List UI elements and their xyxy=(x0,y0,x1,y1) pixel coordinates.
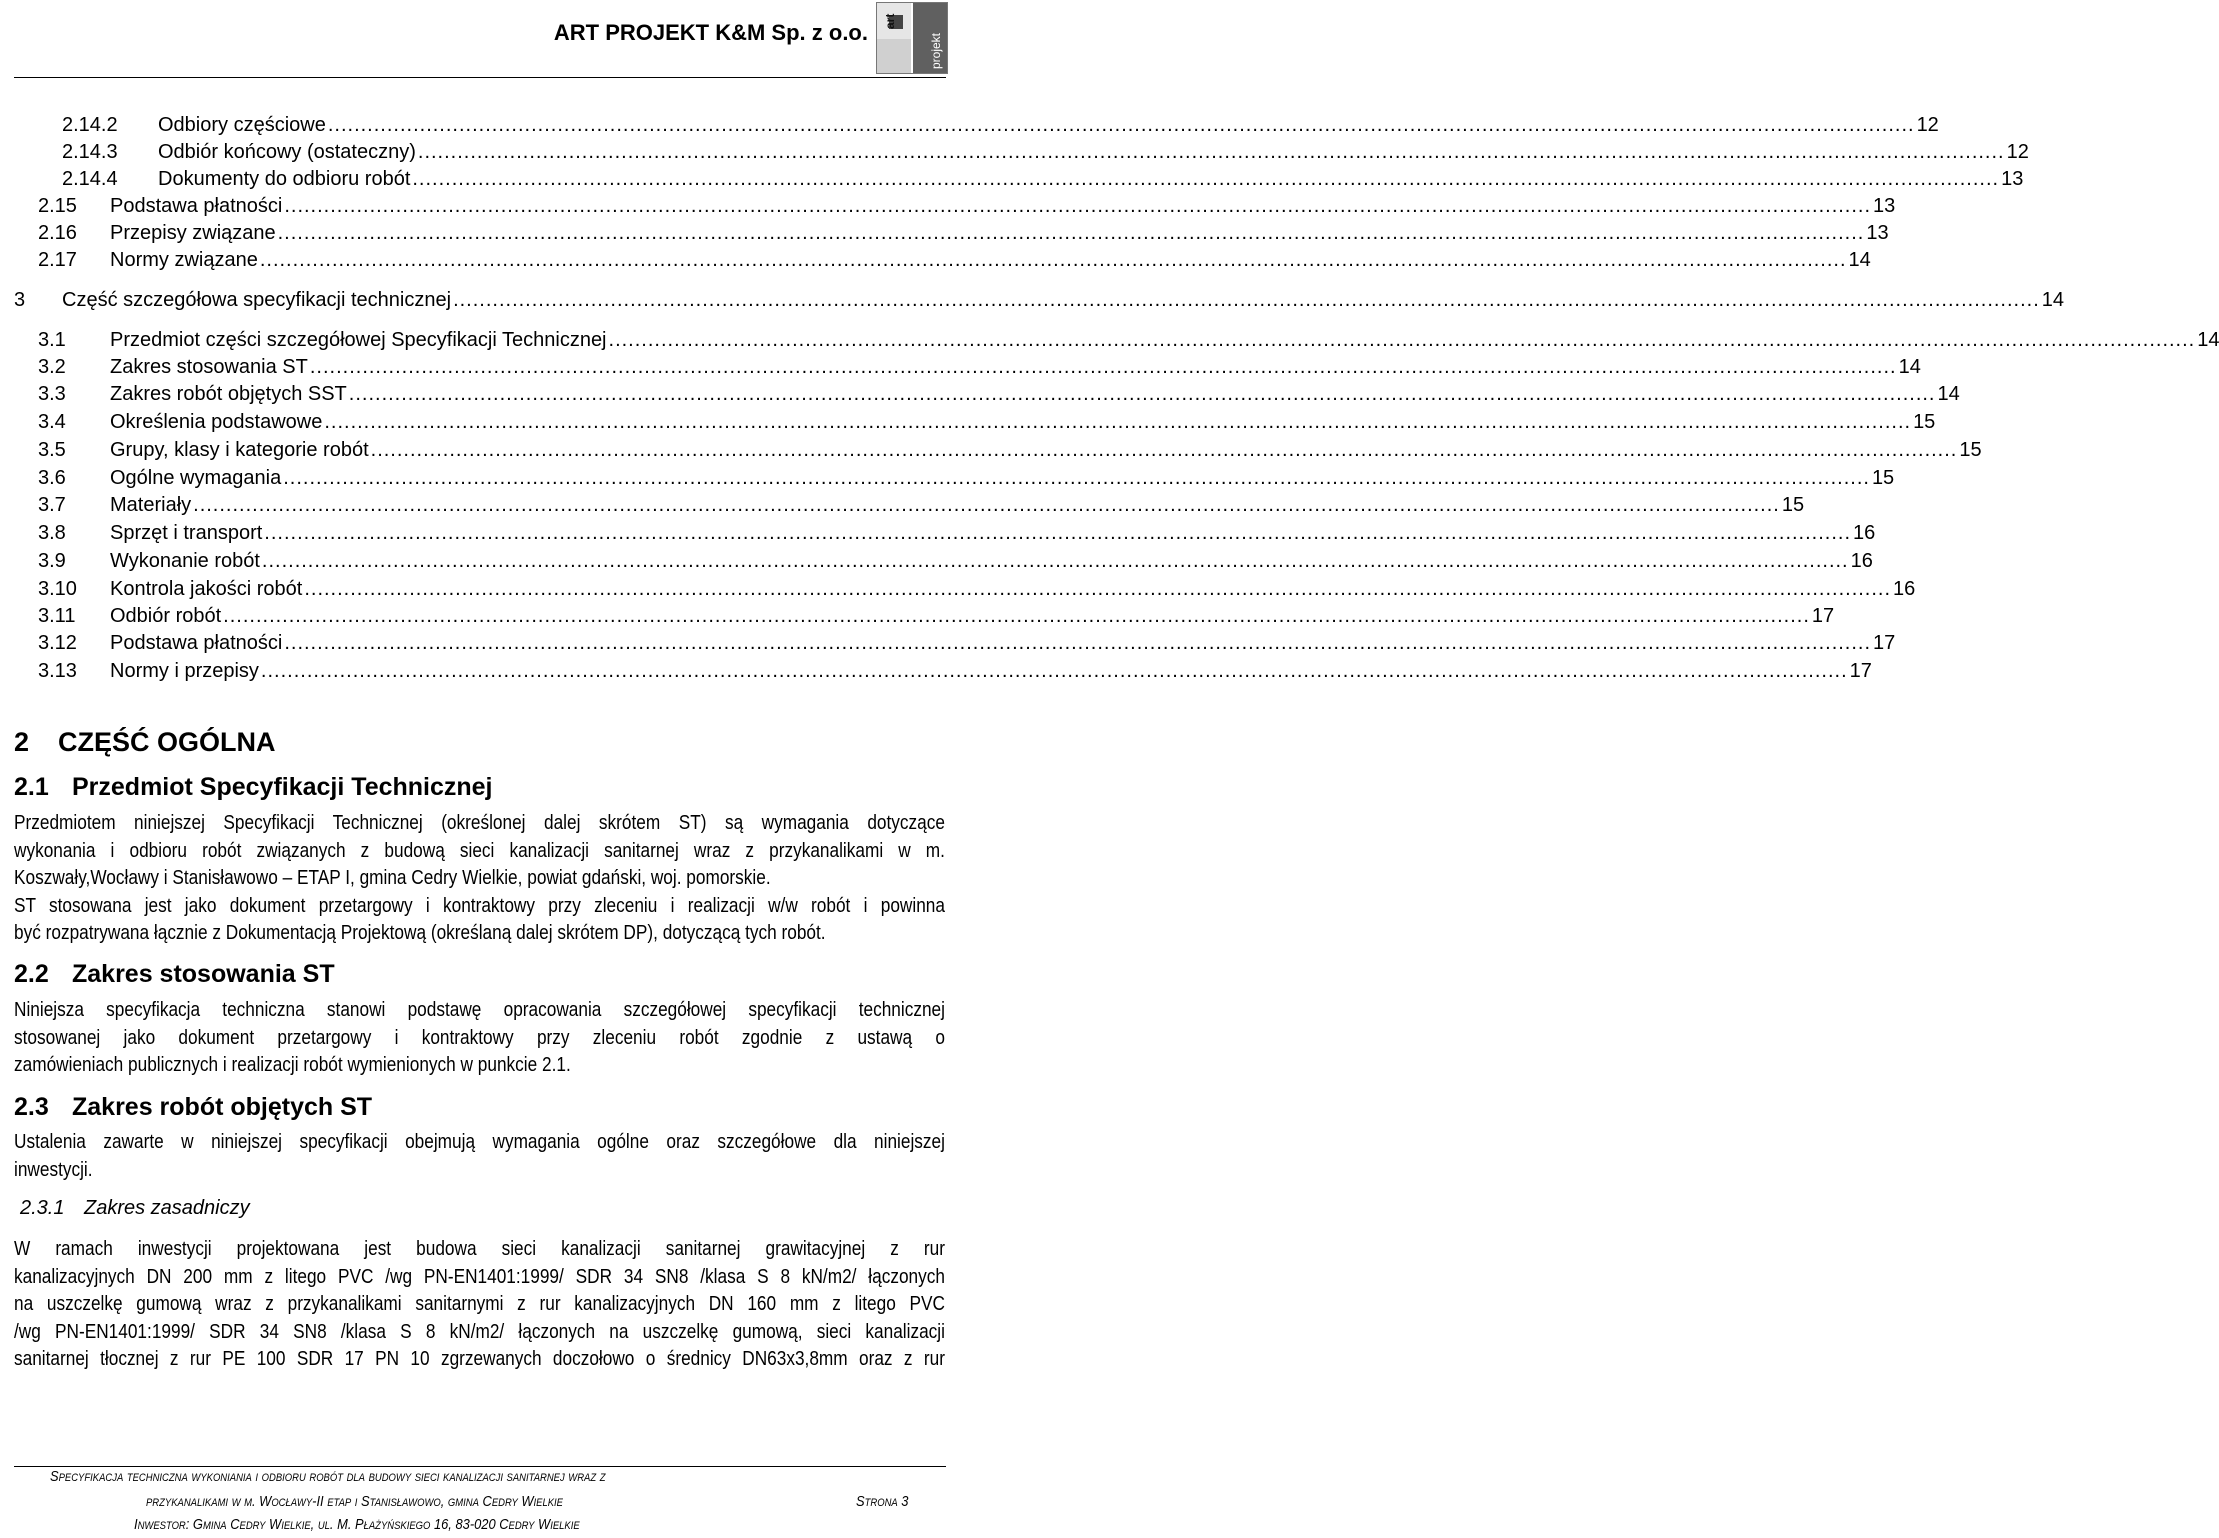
toc-entry-title: Kontrola jakości robót xyxy=(110,578,303,600)
subsubsection-heading xyxy=(20,1197,250,1220)
footer-line xyxy=(134,1516,652,1533)
toc-entry-page: 15 xyxy=(1959,439,1982,461)
toc-entry-page: 17 xyxy=(1849,660,1872,682)
toc-entry-title: Sprzęt i transport xyxy=(110,522,263,544)
toc-dot-leader: .................................................................................................................................................................................................................................................. xyxy=(327,114,1915,136)
toc-entry-title: Przedmiot części szczegółowej Specyfikacji Technicznej xyxy=(110,329,607,351)
footer-divider xyxy=(14,1466,946,1467)
toc-entry-number: 3.11 xyxy=(38,605,76,627)
toc-entry-page: 17 xyxy=(1873,632,1896,654)
toc-entry[interactable] xyxy=(38,193,1896,220)
subsubsection-title: Zakres zasadniczy xyxy=(84,1197,250,1219)
toc-entry-number: 3.1 xyxy=(38,329,66,351)
section-heading xyxy=(14,727,276,758)
toc-entry[interactable] xyxy=(14,287,2065,314)
company-logo xyxy=(876,2,948,74)
toc-entry-page: 15 xyxy=(1871,467,1895,489)
subsection-title: Przedmiot Specyfikacji Technicznej xyxy=(72,773,493,801)
footer-text: Inwestor: Gmina Cedry Wielkie, ul. M. Płażyńskiego 16, 83-020 Cedry Wielkie xyxy=(134,1516,580,1533)
subsection-heading xyxy=(14,773,493,802)
paragraph-line: na uszczelkę gumową wraz z przykanalikami sanitarnymi z rur kanalizacyjnych DN 160 mm z litego PVC xyxy=(14,1293,945,1315)
toc-entry[interactable] xyxy=(38,576,1916,603)
paragraph-line: sanitarnej tłocznej z rur PE 100 SDR 17 PN 10 zgrzewanych doczołowo o średnicy DN63x3,8mm oraz z rur xyxy=(14,1348,945,1370)
toc-entry-number: 2.14.2 xyxy=(62,114,118,136)
toc-entry-page: 12 xyxy=(2006,141,2029,163)
toc-entry[interactable] xyxy=(38,520,1876,547)
toc-entry[interactable] xyxy=(38,409,1936,436)
toc-entry-number: 3.2 xyxy=(38,356,66,378)
subsection-title: Zakres robót objętych ST xyxy=(72,1093,373,1121)
toc-entry-title: Materiały xyxy=(110,494,192,516)
toc-entry-title: Grupy, klasy i kategorie robót xyxy=(110,439,369,461)
toc-entry-title: Określenia podstawowe xyxy=(110,411,323,433)
toc-dot-leader: .................................................................................................................................................................................................................................................. xyxy=(412,168,2000,190)
subsection-title: Zakres stosowania ST xyxy=(72,960,335,988)
paragraph xyxy=(14,1236,945,1374)
toc-entry[interactable] xyxy=(62,166,2024,193)
toc-entry-page: 16 xyxy=(1893,578,1916,600)
toc-entry-title: Podstawa płatności xyxy=(110,195,283,217)
toc-entry-page: 15 xyxy=(1781,494,1805,516)
toc-entry-title: Zakres stosowania ST xyxy=(110,356,308,378)
logo-square xyxy=(877,39,911,73)
paragraph-line: Niniejsza specyfikacja techniczna stanowi podstawę opracowania szczegółowej specyfikacji technicznej xyxy=(14,999,945,1021)
footer-line xyxy=(146,1493,631,1510)
section-number: 2 xyxy=(14,727,30,757)
toc-entry[interactable] xyxy=(38,381,1960,408)
toc-entry-page: 14 xyxy=(2041,289,2065,311)
toc-entry-title: Dokumenty do odbioru robót xyxy=(158,168,411,190)
toc-entry-number: 3.13 xyxy=(38,660,77,682)
toc-entry-number: 3.5 xyxy=(38,439,66,461)
toc-entry-page: 15 xyxy=(1913,411,1936,433)
toc-dot-leader: .................................................................................................................................................................................................................................................. xyxy=(417,141,2005,163)
toc-entry-number: 2.14.3 xyxy=(62,141,118,163)
footer-line xyxy=(50,1468,696,1485)
footer-page-number xyxy=(856,1493,917,1510)
paragraph xyxy=(14,1129,945,1184)
toc-entry-page: 14 xyxy=(1848,249,1871,271)
header-divider xyxy=(14,77,946,78)
toc-entry[interactable] xyxy=(38,354,1921,381)
toc-entry-page: 17 xyxy=(1811,605,1835,627)
toc-dot-leader: .................................................................................................................................................................................................................................................. xyxy=(260,660,1848,682)
toc-entry-title: Część szczegółowa specyfikacji technicznej xyxy=(62,289,452,311)
toc-entry-number: 3.9 xyxy=(38,550,66,572)
toc-entry-number: 3.10 xyxy=(38,578,77,600)
toc-entry-title: Odbiory częściowe xyxy=(158,114,326,136)
toc-entry[interactable] xyxy=(38,630,1896,657)
toc-entry-page: 13 xyxy=(2001,168,2024,190)
toc-entry-number: 3.7 xyxy=(38,494,66,516)
toc-entry-number: 3.6 xyxy=(38,467,66,489)
toc-entry-number: 2.14.4 xyxy=(62,168,118,190)
toc-entry-title: Ogólne wymagania xyxy=(110,467,282,489)
paragraph-line: W ramach inwestycji projektowana jest budowa sieci kanalizacji sanitarnej grawitacyjnej z rur xyxy=(14,1238,945,1260)
footer-text: Specyfikacja techniczna wykoniania i odbioru robót dla budowy sieci kanalizacji sanitarnej wraz z xyxy=(50,1468,606,1485)
paragraph-line: Przedmiotem niniejszej Specyfikacji Technicznej (określonej dalej skrótem ST) są wymagania dotyczące xyxy=(14,812,945,834)
toc-entry[interactable] xyxy=(38,220,1889,247)
toc-entry-page: 14 xyxy=(1937,383,1960,405)
toc-entry-number: 2.16 xyxy=(38,222,77,244)
toc-entry[interactable] xyxy=(62,112,1939,139)
subsection-heading xyxy=(14,960,335,989)
toc-dot-leader: .................................................................................................................................................................................................................................................. xyxy=(304,578,1892,600)
toc-entry[interactable] xyxy=(38,327,2219,354)
toc-entry-title: Normy i przepisy xyxy=(110,660,259,682)
toc-entry-number: 3 xyxy=(14,289,26,311)
paragraph-line: Koszwały,Wocławy i Stanisławowo – ETAP I, gmina Cedry Wielkie, powiat gdański, woj. pomorskie. xyxy=(14,867,771,889)
paragraph-line: stosowanej jako dokument przetargowy i kontraktowy przy zleceniu robót zgodnie z ustawą o xyxy=(14,1026,945,1049)
toc-entry[interactable] xyxy=(38,247,1871,274)
toc-entry-number: 3.4 xyxy=(38,411,66,433)
section-title: CZĘŚĆ OGÓLNA xyxy=(58,727,276,757)
toc-entry[interactable] xyxy=(38,548,1873,575)
toc-entry-page: 14 xyxy=(1898,356,1921,378)
toc-dot-leader: .................................................................................................................................................................................................................................................. xyxy=(370,439,1958,461)
toc-entry-title: Podstawa płatności xyxy=(110,632,283,654)
paragraph-line: zamówieniach publicznych i realizacji robót wymienionych w punkcie 2.1. xyxy=(14,1054,571,1076)
toc-dot-leader: .................................................................................................................................................................................................................................................. xyxy=(259,249,1847,271)
toc-dot-leader: .................................................................................................................................................................................................................................................. xyxy=(284,632,1872,654)
toc-entry[interactable] xyxy=(38,603,1835,630)
paragraph xyxy=(14,810,945,948)
toc-dot-leader: .................................................................................................................................................................................................................................................. xyxy=(324,411,1912,433)
logo-text-art: art xyxy=(883,13,897,29)
paragraph-line: inwestycji. xyxy=(14,1158,93,1181)
toc-dot-leader: .................................................................................................................................................................................................................................................. xyxy=(309,356,1897,378)
toc-entry-page: 13 xyxy=(1873,195,1896,217)
toc-entry[interactable] xyxy=(62,139,2029,166)
toc-entry-title: Odbiór robót xyxy=(110,605,222,627)
toc-entry[interactable] xyxy=(38,437,1982,464)
toc-dot-leader: .................................................................................................................................................................................................................................................. xyxy=(261,550,1849,572)
toc-dot-leader: .................................................................................................................................................................................................................................................. xyxy=(348,383,1936,405)
toc-entry[interactable] xyxy=(38,658,1872,685)
toc-entry[interactable] xyxy=(38,465,1895,492)
toc-dot-leader: .................................................................................................................................................................................................................................................. xyxy=(193,494,1780,516)
page-header xyxy=(0,0,960,80)
toc-entry-page: 14 xyxy=(2197,329,2219,351)
toc-dot-leader: .................................................................................................................................................................................................................................................. xyxy=(283,467,1870,489)
toc-entry-page: 16 xyxy=(1850,550,1873,572)
logo-text-projekt: projekt xyxy=(929,32,943,69)
paragraph-line: ST stosowana jest jako dokument przetargowy i kontraktowy przy zleceniu i realizacji w/w robót i powinna xyxy=(14,894,945,917)
paragraph-line: wykonania i odbioru robót związanych z budową sieci kanalizacji sanitarnej wraz z przykanalikami w m. xyxy=(14,839,945,862)
paragraph-line: być rozpatrywana łącznie z Dokumentacją Projektową (określaną dalej skrótem DP), dotyczącą tych robót. xyxy=(14,922,826,944)
paragraph-line: kanalizacyjnych DN 200 mm z litego PVC /wg PN-EN1401:1999/ SDR 34 SN8 /klasa S 8 kN/m2/ łączonych xyxy=(14,1265,945,1288)
toc-entry-number: 2.15 xyxy=(38,195,77,217)
page-number: Strona 3 xyxy=(856,1493,909,1510)
toc-entry-title: Normy związane xyxy=(110,249,258,271)
toc-entry[interactable] xyxy=(38,492,1805,519)
toc-dot-leader: .................................................................................................................................................................................................................................................. xyxy=(608,329,2196,351)
toc-dot-leader: .................................................................................................................................................................................................................................................. xyxy=(284,195,1872,217)
toc-entry-number: 3.3 xyxy=(38,383,66,405)
footer-text: przykanalikami w m. Wocławy-II etap i Stanisławowo, gmina Cedry Wielkie xyxy=(146,1493,563,1510)
paragraph-line: /wg PN-EN1401:1999/ SDR 34 SN8 /klasa S 8 kN/m2/ łączonych na uszczelkę gumową, sieci kanalizacji xyxy=(14,1320,945,1343)
toc-dot-leader: .................................................................................................................................................................................................................................................. xyxy=(264,522,1852,544)
toc-entry-title: Wykonanie robót xyxy=(110,550,260,572)
toc-entry-number: 3.12 xyxy=(38,632,77,654)
subsection-number: 2.1 xyxy=(14,773,49,801)
toc-entry-page: 16 xyxy=(1853,522,1876,544)
paragraph-line: Ustalenia zawarte w niniejszej specyfikacji obejmują wymagania ogólne oraz szczegółowe dla niniejszej xyxy=(14,1131,945,1153)
toc-entry-page: 13 xyxy=(1866,222,1889,244)
subsubsection-number: 2.3.1 xyxy=(20,1197,65,1219)
company-name: ART PROJEKT K&M Sp. z o.o. xyxy=(553,20,868,45)
toc-dot-leader: .................................................................................................................................................................................................................................................. xyxy=(277,222,1865,244)
toc-dot-leader: .................................................................................................................................................................................................................................................. xyxy=(453,289,2040,311)
toc-dot-leader: .................................................................................................................................................................................................................................................. xyxy=(223,605,1810,627)
subsection-heading xyxy=(14,1093,372,1122)
subsection-number: 2.2 xyxy=(14,960,49,988)
paragraph xyxy=(14,997,945,1080)
toc-entry-title: Zakres robót objętych SST xyxy=(110,383,347,405)
toc-entry-page: 12 xyxy=(1916,114,1939,136)
toc-entry-number: 2.17 xyxy=(38,249,77,271)
toc-entry-title: Przepisy związane xyxy=(110,222,276,244)
toc-entry-title: Odbiór końcowy (ostateczny) xyxy=(158,141,416,163)
toc-entry-number: 3.8 xyxy=(38,522,66,544)
subsection-number: 2.3 xyxy=(14,1093,49,1121)
